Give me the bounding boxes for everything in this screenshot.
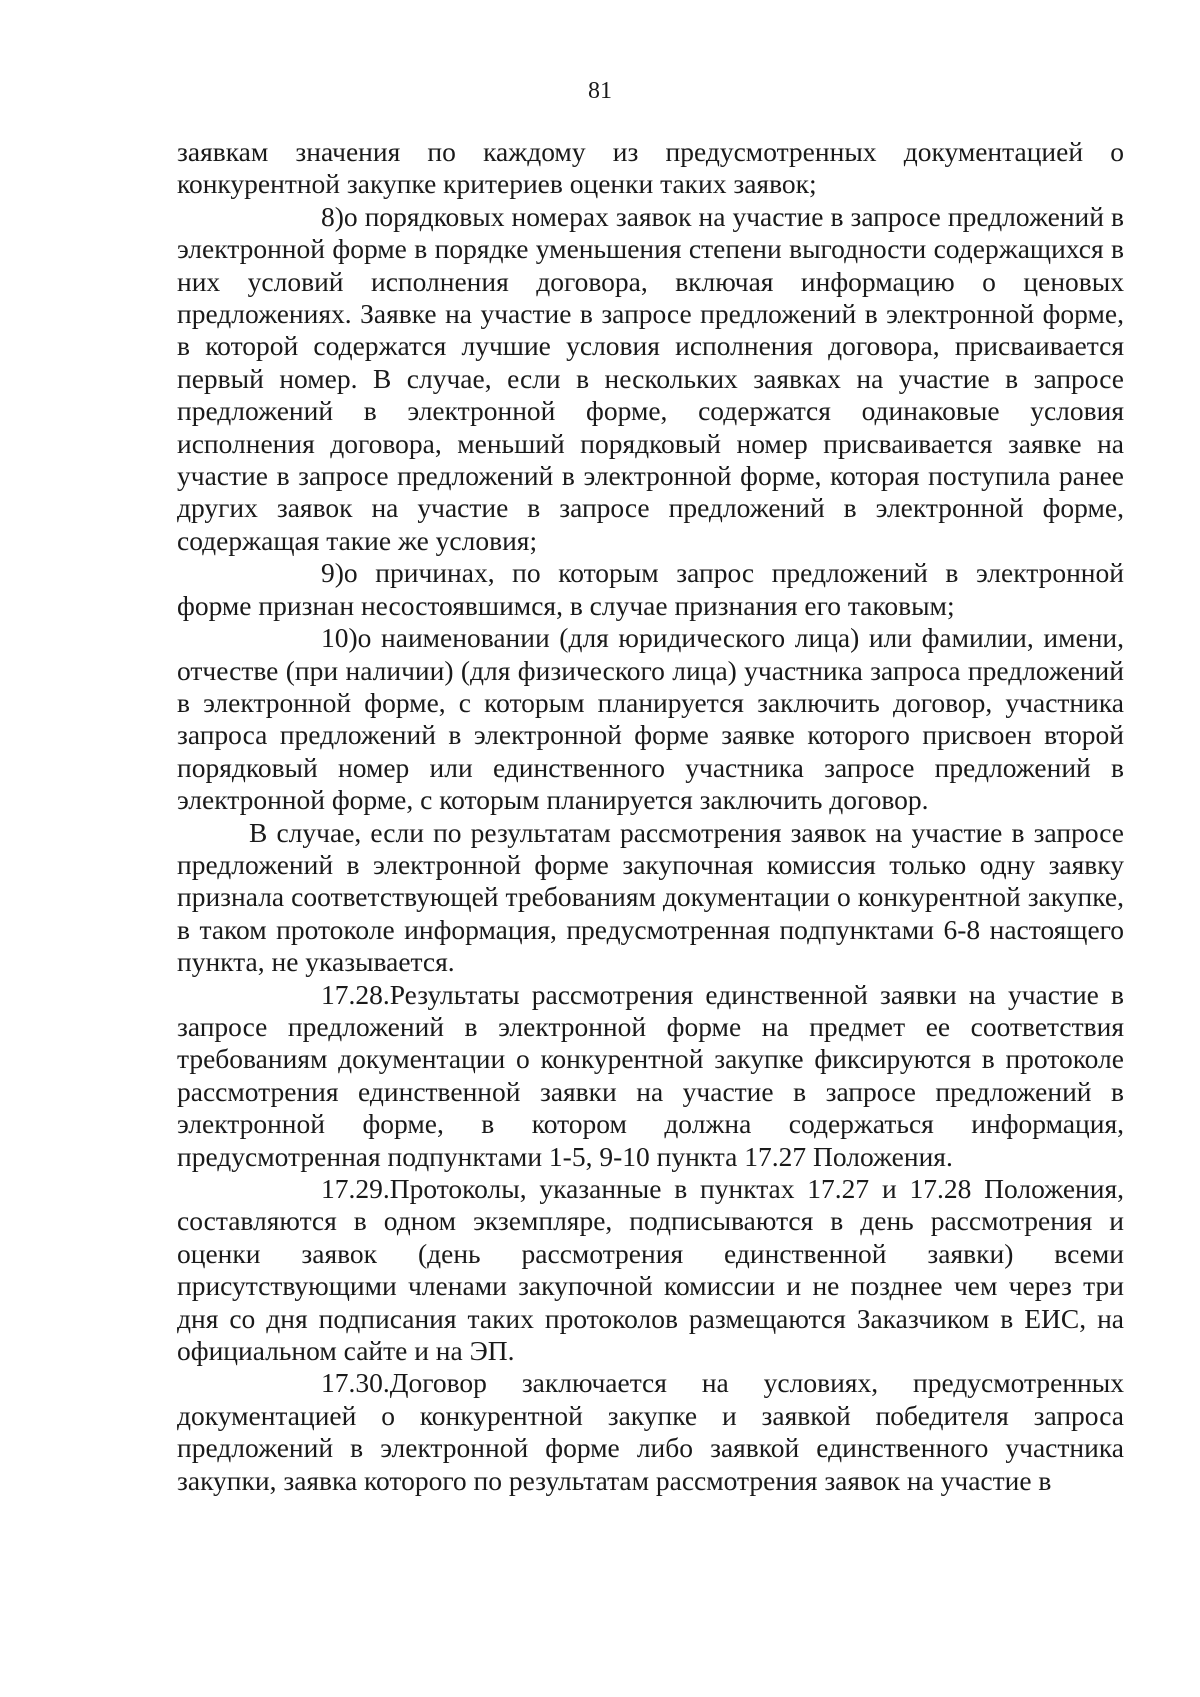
clause-text: Протоколы, указанные в пунктах 17.27 и 17.28 Положения, составляются в одном экземпляре, подписываются в день рассмотрения и оценки заявок (день рассмотрения единственной заявки) всеми присутствующими членами закупочной комиссии и не позднее чем через три дня со дня подписания таких протоколов размещаются Заказчиком в ЕИС, на официальном сайте и на ЭП. xyxy=(177,1173,1124,1367)
document-body xyxy=(177,136,1124,1497)
clause-text: Договор заключается на условиях, предусмотренных документацией о конкурентной закупке и заявкой победителя запроса предложений в электронной форме либо заявкой единственного участника закупки, заявка которого по результатам рассмотрения заявок на участие в xyxy=(177,1367,1124,1496)
list-item-9 xyxy=(177,557,1124,622)
clause-number: 17.28. xyxy=(321,978,390,1010)
clause-text: Результаты рассмотрения единственной заявки на участие в запросе предложений в электронной форме на предмет ее соответствия требованиям документации о конкурентной закупке фиксируются в протоколе рассмотрения единственной заявки на участие в запросе предложений в электронной форме, в котором должна содержаться информация, предусмотренная подпунктами 1-5, 9-10 пункта 17.27 Положения. xyxy=(177,978,1124,1172)
paragraph-continuation xyxy=(177,136,1124,201)
paragraph-single-bid xyxy=(177,817,1124,979)
list-item-text: о причинах, по которым запрос предложений в электронной форме признан несостоявшимся, в случае признания его таковым; xyxy=(177,557,1124,621)
clause-17-30 xyxy=(177,1367,1124,1497)
paragraph-text: В случае, если по результатам рассмотрения заявок на участие в запросе предложений в электронной форме закупочная комиссия только одну заявку признала соответствующей требованиям документации о конкурентной закупке, в таком протоколе информация, предусмотренная подпунктами 6-8 настоящего пункта, не указывается. xyxy=(177,816,1124,978)
page-number: 81 xyxy=(588,78,612,104)
list-item-number: 10) xyxy=(321,622,358,654)
paragraph-text: заявкам значения по каждому из предусмотренных документацией о конкурентной закупке критериев оценки таких заявок; xyxy=(177,136,1124,200)
list-item-number: 9) xyxy=(321,557,344,589)
list-item-8 xyxy=(177,201,1124,557)
clause-17-29 xyxy=(177,1173,1124,1367)
clause-number: 17.30. xyxy=(321,1367,390,1399)
list-item-text: о наименовании (для юридического лица) или фамилии, имени, отчестве (при наличии) (для физического лица) участника запроса предложений в электронной форме, с которым планируется заключить договор, участника запроса предложений в электронной форме заявке которого присвоен второй порядковый номер или единственного участника запросе предложений в электронной форме, с которым планируется заключить договор. xyxy=(177,622,1124,816)
clause-number: 17.29. xyxy=(321,1173,390,1204)
list-item-10 xyxy=(177,622,1124,816)
list-item-text: о порядковых номерах заявок на участие в запросе предложений в электронной форме в порядке уменьшения степени выгодности содержащихся в них условий исполнения договора, включая информацию о ценовых предложениях. Заявке на участие в запросе предложений в электронной форме, в которой содержатся лучшие условия исполнения договора, присваивается первый номер. В случае, если в нескольких заявках на участие в запросе предложений в электронной форме, содержатся одинаковые условия исполнения договора, меньший порядковый номер присваивается заявке на участие в запросе предложений в электронной форме, которая поступила ранее других заявок на участие в запросе предложений в электронной форме, содержащая такие же условия; xyxy=(177,200,1124,556)
clause-17-28 xyxy=(177,979,1124,1173)
list-item-number: 8) xyxy=(321,200,344,232)
